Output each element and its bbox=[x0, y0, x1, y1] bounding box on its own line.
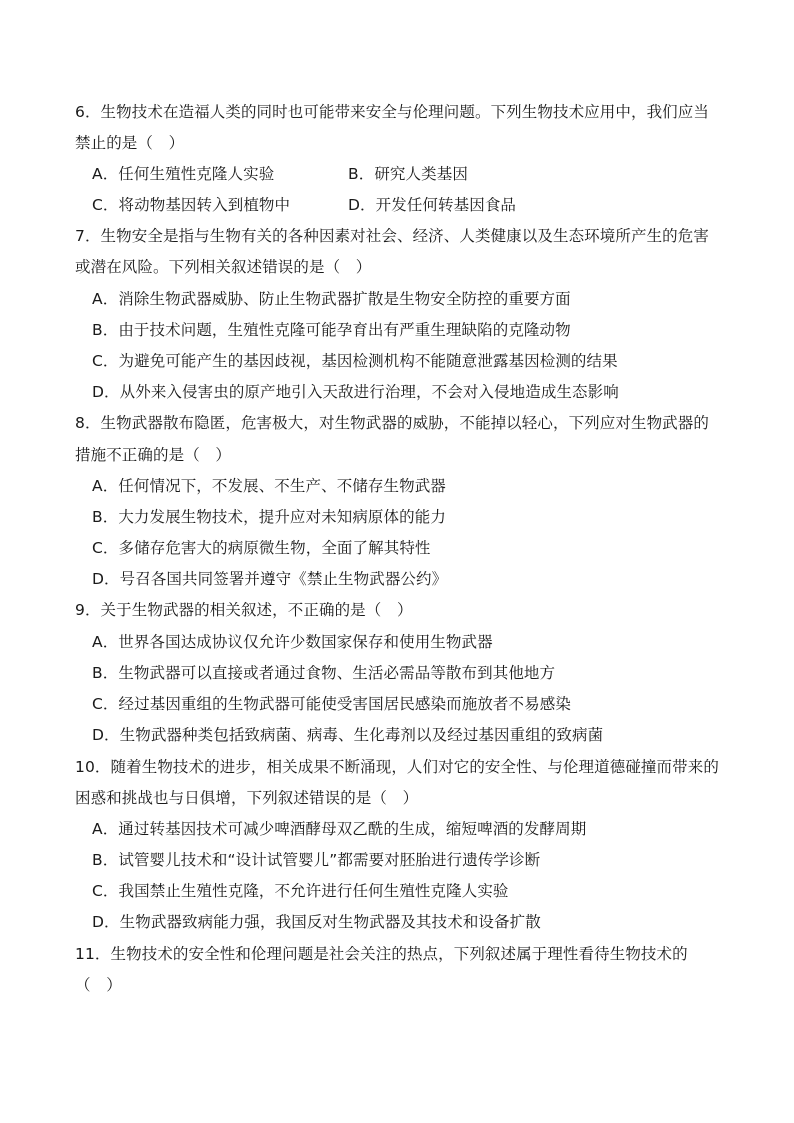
question-9-option-c: C．经过基因重组的生物武器可能使受害国居民感染而施放者不易感染 bbox=[92, 695, 571, 713]
question-10-stem-line-2: 困惑和挑战也与日俱增，下列叙述错误的是（ ） bbox=[75, 789, 419, 807]
question-8-stem-line-2: 措施不正确的是（ ） bbox=[75, 446, 232, 464]
question-9-option-d: D．生物武器种类包括致病菌、病毒、生化毒剂以及经过基因重组的致病菌 bbox=[92, 726, 604, 744]
question-7-stem-line-1: 7．生物安全是指与生物有关的各种因素对社会、经济、人类健康以及生态环境所产生的危害 bbox=[75, 227, 709, 245]
question-7-option-a: A．消除生物武器威胁、防止生物武器扩散是生物安全防控的重要方面 bbox=[92, 290, 571, 308]
question-6-option-b: B．研究人类基因 bbox=[348, 165, 468, 183]
question-10-option-a: A．通过转基因技术可减少啤酒酵母双乙酰的生成，缩短啤酒的发酵周期 bbox=[92, 820, 587, 838]
question-7-option-d: D．从外来入侵害虫的原产地引入天敌进行治理，不会对入侵地造成生态影响 bbox=[92, 383, 619, 401]
question-6-stem-line-2: 禁止的是（ ） bbox=[75, 134, 185, 152]
question-10-option-c: C．我国禁止生殖性克隆，不允许进行任何生殖性克隆人实验 bbox=[92, 882, 509, 900]
question-10-option-b: B．试管婴儿技术和“设计试管婴儿”都需要对胚胎进行遗传学诊断 bbox=[92, 851, 541, 869]
question-6-option-a: A．任何生殖性克隆人实验 bbox=[92, 165, 275, 183]
question-8-option-d: D．号召各国共同签署并遵守《禁止生物武器公约》 bbox=[92, 570, 448, 588]
question-9-option-a: A．世界各国达成协议仅允许少数国家保存和使用生物武器 bbox=[92, 633, 493, 651]
question-9-option-b: B．生物武器可以直接或者通过食物、生活必需品等散布到其他地方 bbox=[92, 664, 556, 682]
question-6-stem-line-1: 6．生物技术在造福人类的同时也可能带来安全与伦理问题。下列生物技术应用中，我们应当 bbox=[75, 103, 709, 121]
question-11-stem-line-2: （ ） bbox=[75, 976, 122, 994]
question-8-option-c: C．多储存危害大的病原微生物，全面了解其特性 bbox=[92, 539, 431, 557]
question-7-option-c: C．为避免可能产生的基因歧视，基因检测机构不能随意泄露基因检测的结果 bbox=[92, 352, 618, 370]
question-7-stem-line-2: 或潜在风险。下列相关叙述错误的是（ ） bbox=[75, 258, 372, 276]
question-6-option-c: C．将动物基因转入到植物中 bbox=[92, 196, 291, 214]
question-11-stem-line-1: 11．生物技术的安全性和伦理问题是社会关注的热点，下列叙述属于理性看待生物技术的 bbox=[75, 945, 688, 963]
question-10-stem-line-1: 10．随着生物技术的进步，相关成果不断涌现，人们对它的安全性、与伦理道德碰撞而带来的 bbox=[75, 758, 719, 776]
question-8-option-b: B．大力发展生物技术，提升应对未知病原体的能力 bbox=[92, 508, 446, 526]
question-8-stem-line-1: 8．生物武器散布隐匿，危害极大，对生物武器的威胁，不能掉以轻心，下列应对生物武器的 bbox=[75, 414, 709, 432]
question-6-option-d: D．开发任何转基因食品 bbox=[348, 196, 517, 214]
question-7-option-b: B．由于技术问题，生殖性克隆可能孕育出有严重生理缺陷的克隆动物 bbox=[92, 321, 571, 339]
question-8-option-a: A．任何情况下，不发展、不生产、不储存生物武器 bbox=[92, 477, 446, 495]
question-10-option-d: D．生物武器致病能力强，我国反对生物武器及其技术和设备扩散 bbox=[92, 913, 541, 931]
question-9-stem-line-1: 9．关于生物武器的相关叙述，不正确的是（ ） bbox=[75, 601, 413, 619]
